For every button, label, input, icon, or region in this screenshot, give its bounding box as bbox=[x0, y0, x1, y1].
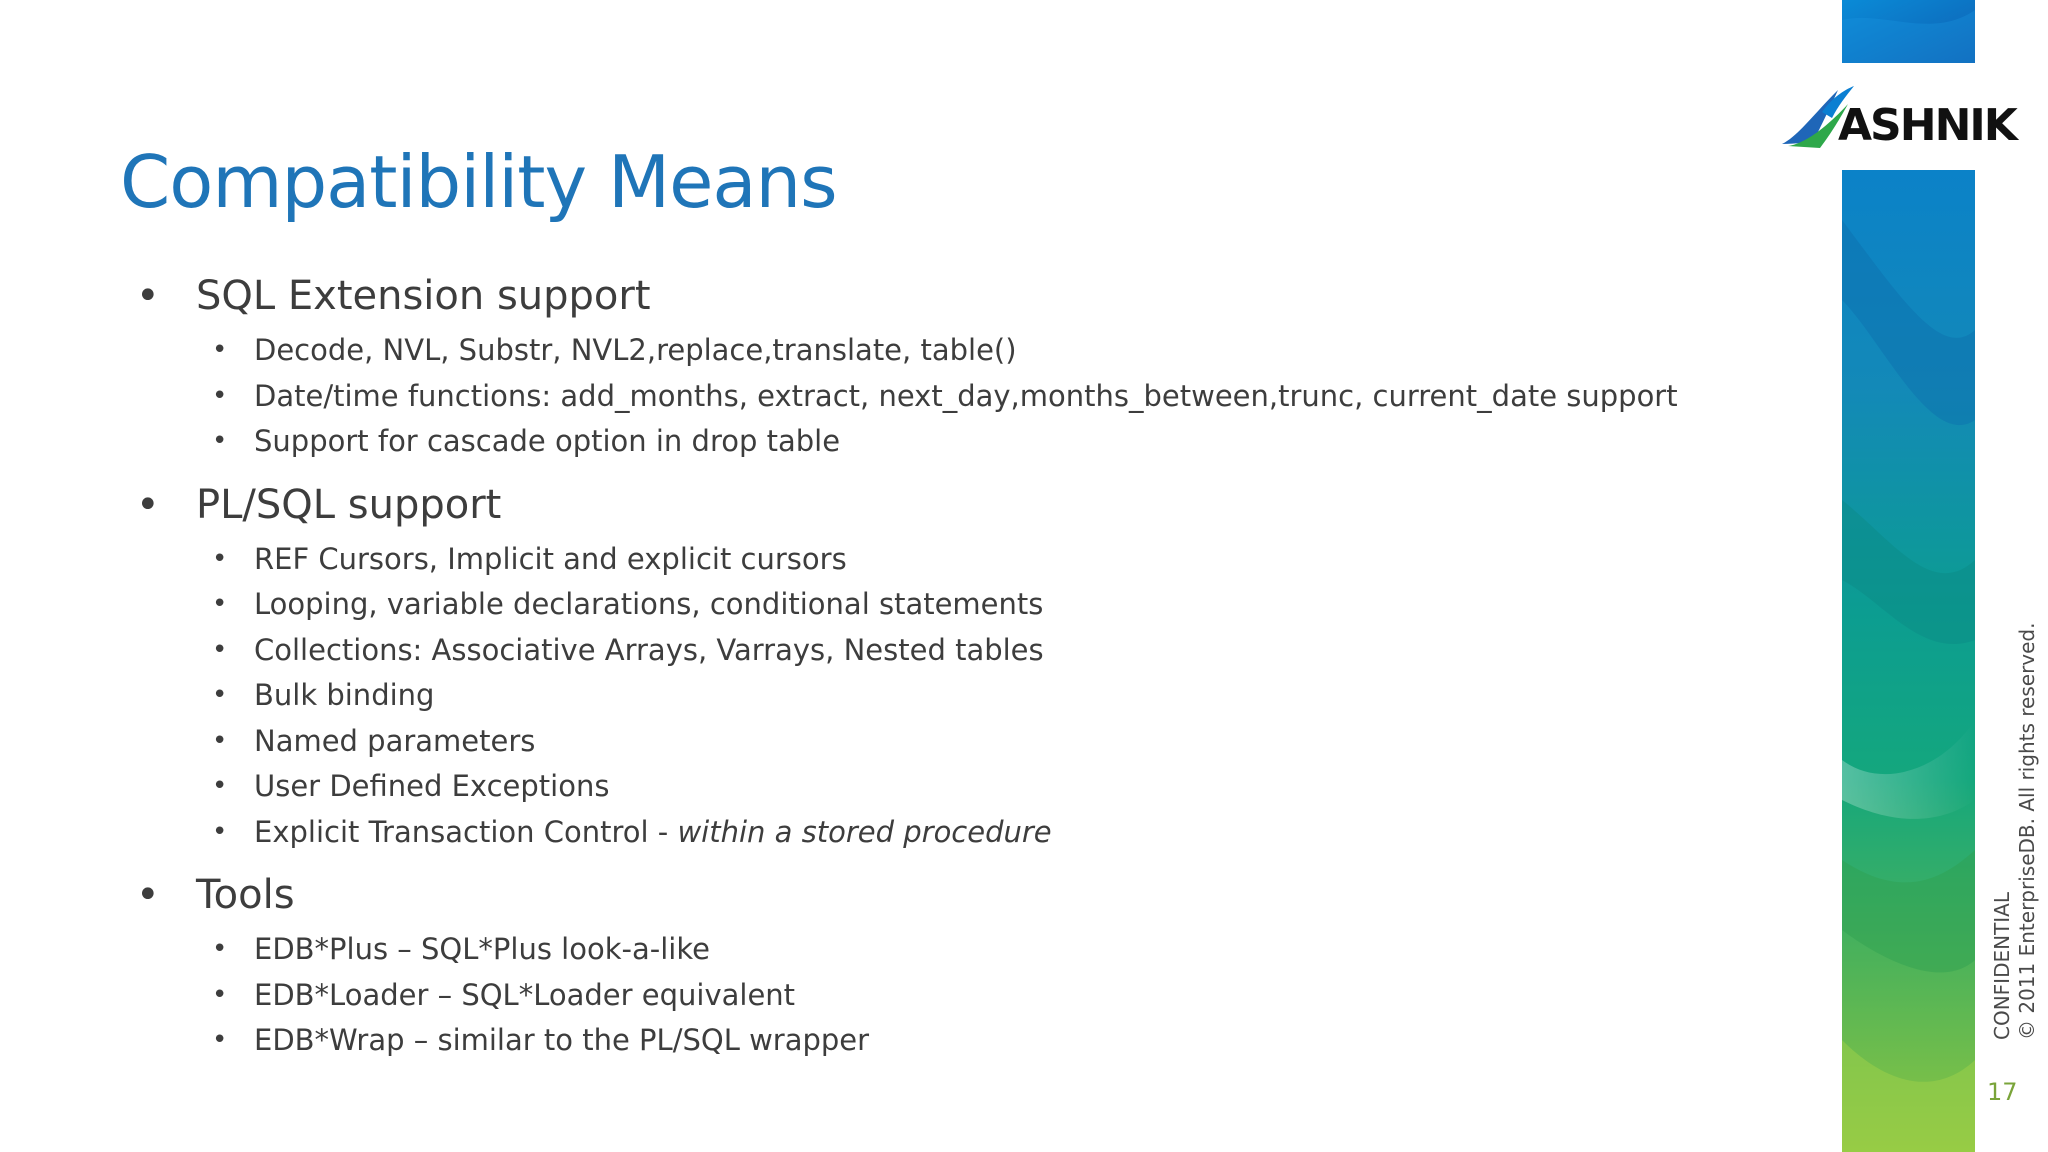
list-item-text: REF Cursors, Implicit and explicit cursors bbox=[254, 541, 847, 576]
bullet-icon: • bbox=[212, 1025, 228, 1055]
bullet-icon: • bbox=[212, 979, 228, 1010]
list-item-text: EDB*Loader – SQL*Loader equivalent bbox=[254, 977, 796, 1012]
list-item-text: User Defined Exceptions bbox=[254, 769, 610, 803]
list-item-text: Collections: Associative Arrays, Varrays, Nested tables bbox=[254, 632, 1044, 667]
list-item bbox=[132, 537, 1772, 583]
list-item-text: Looping, variable declarations, conditional statements bbox=[254, 587, 1044, 621]
slide-title: Compatibility Means bbox=[120, 140, 837, 224]
bullet-icon: • bbox=[212, 680, 228, 710]
bullet-icon: • bbox=[212, 934, 228, 964]
bullet-icon: • bbox=[212, 634, 228, 665]
bullet-content bbox=[132, 264, 1772, 1072]
sub-bullet-list bbox=[132, 328, 1772, 465]
legal-notice bbox=[1990, 623, 2040, 1040]
logo-text: ASHNIK bbox=[1838, 100, 2016, 151]
bullet-icon: • bbox=[212, 380, 228, 411]
section-heading-text: PL/SQL support bbox=[196, 481, 502, 528]
list-item bbox=[132, 419, 1772, 465]
list-item bbox=[132, 973, 1772, 1019]
decorative-side-bar bbox=[1842, 0, 1975, 1152]
section-heading bbox=[132, 264, 1772, 328]
list-item-text: EDB*Wrap – similar to the PL/SQL wrapper bbox=[254, 1023, 870, 1057]
list-item-text: Support for cascade option in drop table bbox=[254, 424, 841, 458]
section-heading-text: SQL Extension support bbox=[196, 273, 651, 319]
list-item-text: Explicit Transaction Control - bbox=[254, 814, 678, 849]
sub-bullet-list bbox=[132, 537, 1772, 856]
list-item bbox=[132, 582, 1772, 628]
bullet-icon: • bbox=[212, 816, 228, 847]
section-heading-text: Tools bbox=[196, 872, 295, 918]
list-item-text: Date/time functions: add_months, extract, next_day,months_between,trunc, current_date support bbox=[254, 378, 1678, 413]
bullet-icon: • bbox=[136, 872, 160, 918]
list-item-emphasis: within a stored procedure bbox=[677, 814, 1052, 849]
list-item bbox=[132, 328, 1772, 374]
bullet-icon: • bbox=[136, 273, 160, 319]
bullet-icon: • bbox=[136, 481, 160, 528]
copyright-text: © 2011 EnterpriseDB. All rights reserved. bbox=[2015, 622, 2039, 1040]
list-item bbox=[132, 673, 1772, 719]
bullet-icon: • bbox=[212, 771, 228, 801]
list-item bbox=[132, 628, 1772, 674]
bullet-icon: • bbox=[212, 426, 228, 456]
list-item-text: Bulk binding bbox=[254, 678, 435, 712]
list-item bbox=[132, 1018, 1772, 1064]
list-item bbox=[132, 374, 1772, 420]
bullet-icon: • bbox=[212, 589, 228, 619]
bullet-icon: • bbox=[212, 543, 228, 574]
list-item bbox=[132, 764, 1772, 810]
sub-bullet-list bbox=[132, 927, 1772, 1064]
section-heading bbox=[132, 473, 1772, 537]
list-item bbox=[132, 719, 1772, 765]
section-heading bbox=[132, 863, 1772, 927]
page-number: 17 bbox=[1987, 1078, 2018, 1106]
bullet-icon: • bbox=[212, 725, 228, 756]
list-item-text: Named parameters bbox=[254, 723, 536, 758]
list-item bbox=[132, 927, 1772, 973]
list-item-text: EDB*Plus – SQL*Plus look-a-like bbox=[254, 932, 710, 966]
list-item-text: Decode, NVL, Substr, NVL2,replace,translate, table() bbox=[254, 333, 1017, 367]
confidential-label: CONFIDENTIAL bbox=[1990, 891, 2014, 1040]
list-item bbox=[132, 810, 1772, 856]
bullet-icon: • bbox=[212, 335, 228, 365]
